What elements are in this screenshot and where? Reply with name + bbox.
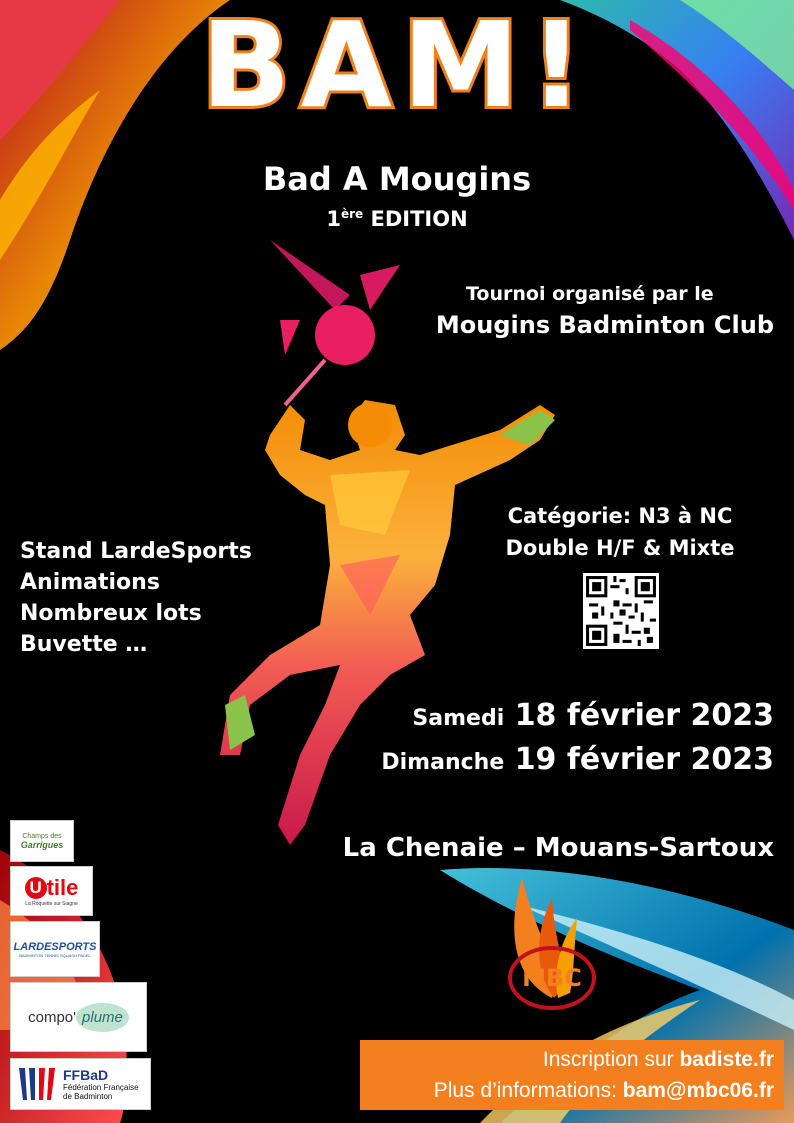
sponsor-utile <box>10 866 93 916</box>
sponsor-text: compo <box>28 1008 74 1026</box>
sponsor-ffbad <box>10 1058 151 1110</box>
edition-label <box>0 207 794 231</box>
day-label: Dimanche <box>381 750 505 775</box>
date-sunday <box>381 742 774 777</box>
sponsor-compo-plume: compo ' plume <box>10 982 147 1052</box>
sponsor-text: plume <box>76 1003 129 1032</box>
date-value: 18 février 2023 <box>514 698 774 733</box>
registration-label: Inscription sur <box>542 1048 680 1071</box>
contact-label: Plus d’informations: <box>433 1079 623 1102</box>
sponsor-text: de Badminton <box>63 1092 113 1101</box>
sponsor-text: Fédération Française <box>63 1083 139 1092</box>
organizer-name: Mougins Badminton Club <box>435 311 774 339</box>
contact-email-link[interactable]: bam@mbc06.fr <box>622 1079 774 1102</box>
edition-suffix: ère <box>340 207 364 221</box>
sponsor-text: LARDESPORTS <box>13 940 97 953</box>
sponsor-text: La Roquette sur Siagne <box>25 901 78 907</box>
sponsor-text: tile <box>46 875 79 900</box>
feature-item: Animations <box>20 570 160 595</box>
sponsor-text: Champs des <box>22 832 62 840</box>
sponsor-text: FFBaD <box>63 1067 109 1083</box>
event-subtitle: Bad A Mougins <box>262 160 532 198</box>
sponsor-text: BADMINTON TENNIS SQUASH PADEL <box>19 952 91 958</box>
utile-u-icon: U <box>25 877 47 899</box>
ffbad-icon <box>15 1064 59 1104</box>
category-info <box>420 500 794 564</box>
club-logo <box>492 868 612 1018</box>
registration-link[interactable]: badiste.fr <box>679 1048 774 1071</box>
club-logo-text: MBC <box>522 964 582 992</box>
venue: La Chenaie – Mouans-Sartoux <box>342 833 774 863</box>
feature-item: Nombreux lots <box>20 601 202 626</box>
contact-line <box>360 1075 774 1106</box>
feature-item: Stand LardeSports <box>20 539 252 564</box>
format-line: Double H/F & Mixte <box>505 536 735 560</box>
event-title: BAM! <box>200 0 594 134</box>
edition-text: EDITION <box>370 207 468 231</box>
qr-code[interactable] <box>583 573 659 649</box>
info-box <box>360 1040 784 1110</box>
edition-number: 1 <box>326 207 341 231</box>
day-label: Samedi <box>412 706 505 731</box>
registration-line <box>360 1044 774 1075</box>
sponsor-champs-garrigues <box>10 820 74 862</box>
organizer-line1: Tournoi organisé par le <box>466 283 714 305</box>
sponsor-text: Garrigues <box>20 839 64 850</box>
date-value: 19 février 2023 <box>514 742 774 777</box>
features-list <box>20 536 252 660</box>
date-saturday <box>412 698 774 733</box>
sponsor-lardesports <box>10 921 100 977</box>
category-line: Catégorie: N3 à NC <box>507 504 733 528</box>
feature-item: Buvette … <box>20 632 148 657</box>
